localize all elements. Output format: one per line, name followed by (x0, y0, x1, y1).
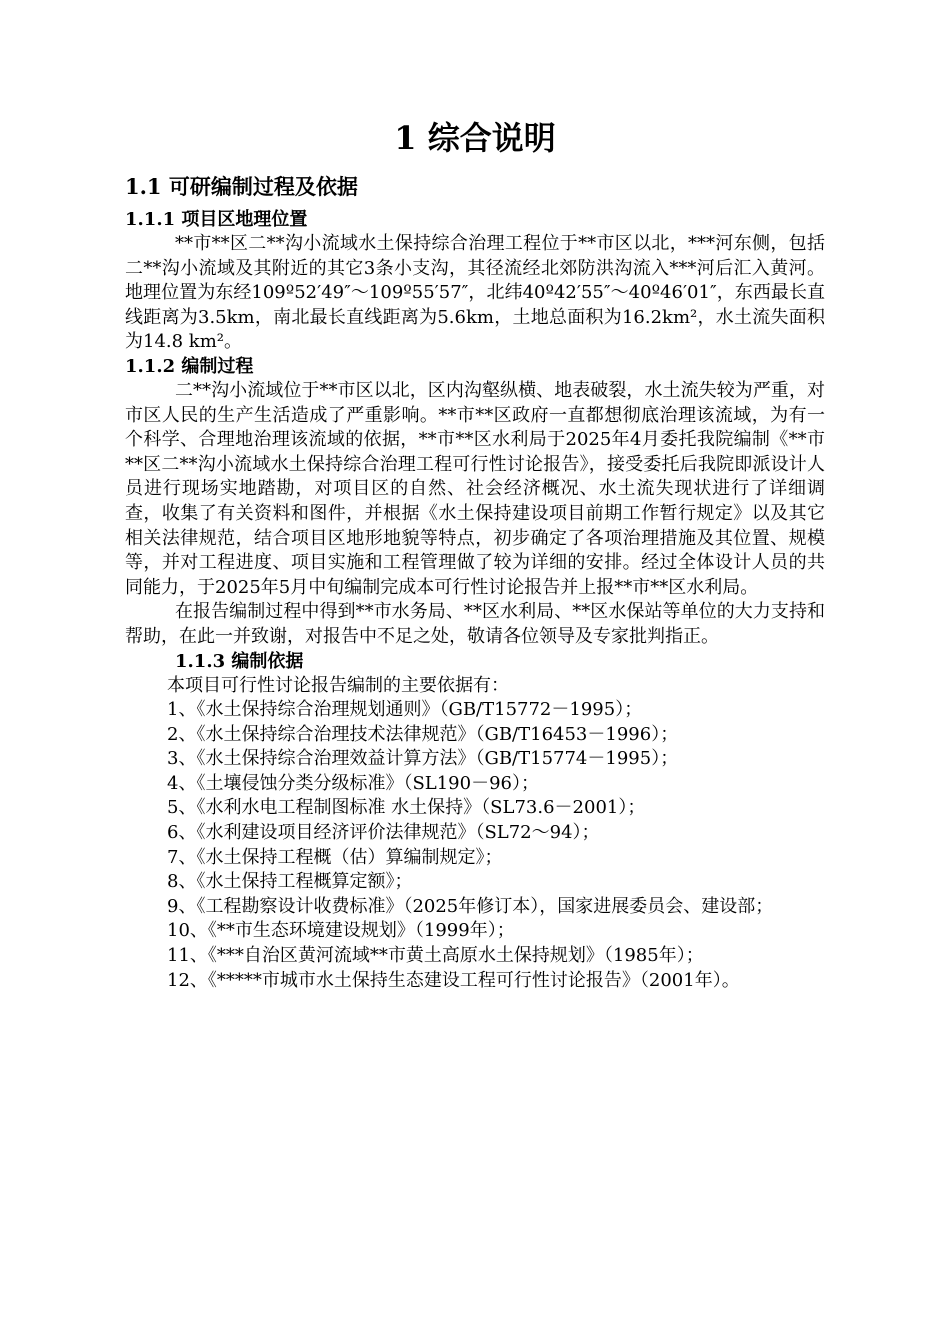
basis-list-item: 8、《水土保持工程概算定额》； (167, 871, 413, 893)
basis-list-item: 11、《***自治区黄河流域**市黄土高原水土保持规划》（1985年）； (167, 945, 704, 967)
paragraph-process-2: 在报告编制过程中得到**市水务局、**区水利局、**区水保站等单位的大力支持和帮助，在此一并致谢，对报告中不足之处，敬请各位领导及专家批判指正。 (125, 601, 825, 647)
paragraph-basis-intro: 本项目可行性讨论报告编制的主要依据有： (167, 674, 509, 696)
document-body (125, 118, 825, 993)
basis-list-item: 12、《*****市城市水土保持生态建设工程可行性讨论报告》（2001年）。 (167, 969, 740, 991)
basis-list-item: 4、《土壤侵蚀分类分级标准》（SL190－96）； (167, 772, 539, 794)
basis-list-item: 6、《水利建设项目经济评价法律规范》（SL72～94）； (167, 822, 600, 844)
basis-list-item: 2、《水土保持综合治理技术法律规范》（GB/T16453－1996）； (167, 723, 679, 745)
paragraph-process-1: 二**沟小流域位于**市区以北，区内沟壑纵横、地表破裂，水土流失较为严重，对市区人民的生产生活造成了严重影响。**市**区政府一直都想彻底治理该流域，为有一个科学、合理地治理该流域的依据，**市**区水利局于2025年4月委托我院编制《**市**区二**沟小流域水土保持综合治理工程可行性讨论报告》，接受委托后我院即派设计人员进行现场实地踏勘，对项目区的自然、社会经济概况、水土流失现状进行了详细调查，收集了有关资料和图件，并根据《水土保持建设项目前期工作暂行规定》以及其它相关法律规范，结合项目区地形地貌等特点，初步确定了各项治理措施及其位置、规模等，并对工程进度、项目实施和工程管理做了较为详细的安排。经过全体设计人员的共同能力，于2025年5月中旬编制完成本可行性讨论报告并上报**市**区水利局。 (125, 379, 825, 598)
section-heading-1-1: 1.1 可研编制过程及依据 (125, 174, 358, 199)
subsection-heading-1-1-3: 1.1.3 编制依据 (175, 650, 304, 672)
basis-list-item: 5、《水利水电工程制图标准 水土保持》（SL73.6－2001）； (167, 797, 646, 819)
basis-list-item: 3、《水土保持综合治理效益计算方法》（GB/T15774－1995）； (167, 748, 679, 770)
paragraph-location: **市**区二**沟小流域水土保持综合治理工程位于**市区以北，***河东侧，包括二**沟小流域及其附近的其它3条小支沟，其径流经北郊防洪沟流入***河后汇入黄河。地理位置为东经109º52′49″～109º55′57″，北纬40º42′55″～40º46′01″，东西最长直线距离为3.5km，南北最长直线距离为5.6km，土地总面积为16.2km²，水土流失面积为14.8 km²。 (125, 233, 825, 353)
basis-list-item: 1、《水土保持综合治理规划通则》（GB/T15772－1995）； (167, 699, 643, 721)
basis-list-item: 7、《水土保持工程概（估）算编制规定》； (167, 846, 503, 868)
subsection-heading-1-1-2: 1.1.2 编制过程 (125, 355, 254, 377)
subsection-heading-1-1-1: 1.1.1 项目区地理位置 (125, 209, 308, 230)
basis-list-item: 9、《工程勘察设计收费标准》（2025年修订本），国家进展委员会、建设部； (167, 895, 774, 917)
chapter-title: 1 综合说明 (394, 119, 556, 157)
basis-list-item: 10、《**市生态环境建设规划》（1999年）； (167, 920, 515, 942)
